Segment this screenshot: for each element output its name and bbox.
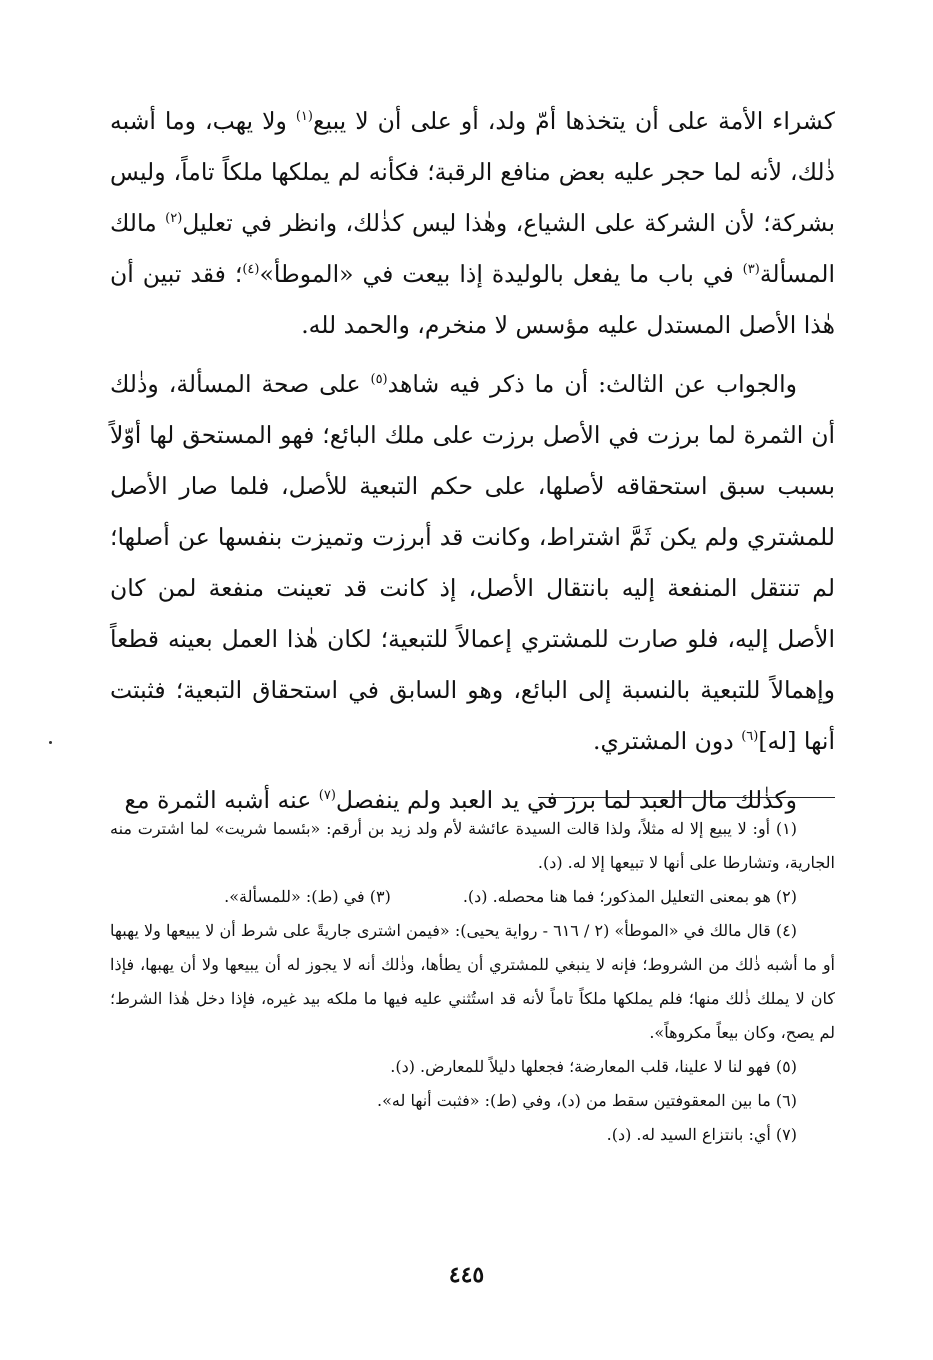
footnote-separator — [538, 797, 835, 798]
text-segment: والجواب عن الثالث: أن ما ذكر فيه شاهد — [387, 370, 798, 398]
text-segment: عنه أشبه الثمرة مع — [124, 786, 319, 814]
text-segment: مالك المسألة — [110, 209, 835, 288]
footnote-5: (٥) فهو لنا لا علينا، قلب المعارضة؛ فجعلها دليلاً للمعارض. (د). — [390, 1057, 797, 1076]
paragraph-2 — [110, 359, 835, 767]
footnote-ref: (٤) — [242, 262, 260, 278]
footnote-7: (٧) أي: بانتزاع السيد له. (د). — [606, 1125, 797, 1144]
footnote-ref: (٧) — [318, 788, 336, 804]
text-segment: في باب ما يفعل بالوليدة إذا بيعت في «الموطأ» — [259, 260, 743, 288]
text-segment: كشراء الأمة على أن يتخذها أمّ ولد، أو على أن لا يبيع — [312, 107, 835, 135]
footnote-ref: (٣) — [742, 262, 760, 278]
text-segment: ولا يهب، وما أشبه ذٰلك، لأنه لما حجر عليه بعض منافع الرقبة؛ فكأنه لم يملكها ملكاً تاماً، وليس بشركة؛ لأن الشركة على الشياع، وهٰذا ليس كذٰلك، وانظر في تعليل — [110, 107, 835, 237]
footnote-row-2-3 — [110, 880, 835, 914]
footnote-ref: (١) — [295, 109, 313, 125]
footnote-3: (٣) في (ط): «للمسألة». — [224, 887, 391, 906]
footnote-1: (١) أو: لا يبيع إلا له مثلاً، ولذا قالت السيدة عائشة لأم ولد زيد بن أرقم: «بئسما شريت» لما اشترت منه الجارية، وتشارطا على أنها لا تبيعها إلا له. (د). — [110, 819, 835, 872]
footnote-ref: (٥) — [370, 372, 388, 388]
footnote-2: (٢) هو بمعنى التعليل المذكور؛ فما هنا محصله. (د). — [462, 887, 797, 906]
footnote-4: (٤) قال مالك في «الموطأ» (٢ / ٦١٦ - رواية يحيى): «فيمن اشترى جاريةً على شرط أن لا يبيعها ولا يهبها أو ما أشبه ذٰلك من الشروط؛ فإنه لا ينبغي للمشتري أن يطأها، وذٰلك أنه لا يجوز له أن يبيعها ولا أن يهبها، فإذا كان لا يملك ذٰلك منها؛ فلم يملكها ملكاً تاماً لأنه قد استُثني عليه فيها ما ملكه بيد غيره، فإذا دخل هٰذا الشرط؛ لم يصح، وكان بيعاً مكروهاً». — [110, 921, 835, 1042]
text-segment: دون المشتري. — [593, 727, 742, 755]
footnote-ref: (٢) — [165, 211, 183, 227]
page-number: ٤٤٥ — [448, 1262, 485, 1288]
main-text — [110, 96, 835, 826]
text-segment: ؛ فقد تبين أن هٰذا الأصل المستدل عليه مؤسس لا منخرم، والحمد لله. — [110, 260, 835, 339]
footnote-ref: (٦) — [741, 729, 759, 745]
text-segment: وكذٰلك مال العبد لما برز في يد العبد ولم ينفصل — [335, 786, 797, 814]
margin-dot — [49, 741, 52, 744]
footnote-6: (٦) ما بين المعقوفتين سقط من (د)، وفي (ط): «فثبت أنها له». — [377, 1091, 797, 1110]
text-segment: على صحة المسألة، وذٰلك أن الثمرة لما برزت في الأصل برزت على ملك البائع؛ فهو المستحق لها أوّلاً بسبب سبق استحقاقه لأصلها، على حكم التبعية للأصل، فلما صار الأصل للمشتري ولم يكن ثَمَّ اشتراط، وكانت قد أبرزت وتميزت بنفسها عن أصلها؛ لم تنتقل المنفعة إليه بانتقال الأصل، إذ كانت قد تعينت منفعة لمن كان الأصل إليه، فلو صارت للمشتري إعمالاً للتبعية؛ لكان هٰذا العمل بعينه قطعاً وإهمالاً للتبعية بالنسبة إلى البائع، وهو السابق في استحقاق التبعية؛ فثبتت أنها [له] — [110, 370, 835, 755]
paragraph-1 — [110, 96, 835, 351]
footnotes — [110, 812, 835, 1152]
